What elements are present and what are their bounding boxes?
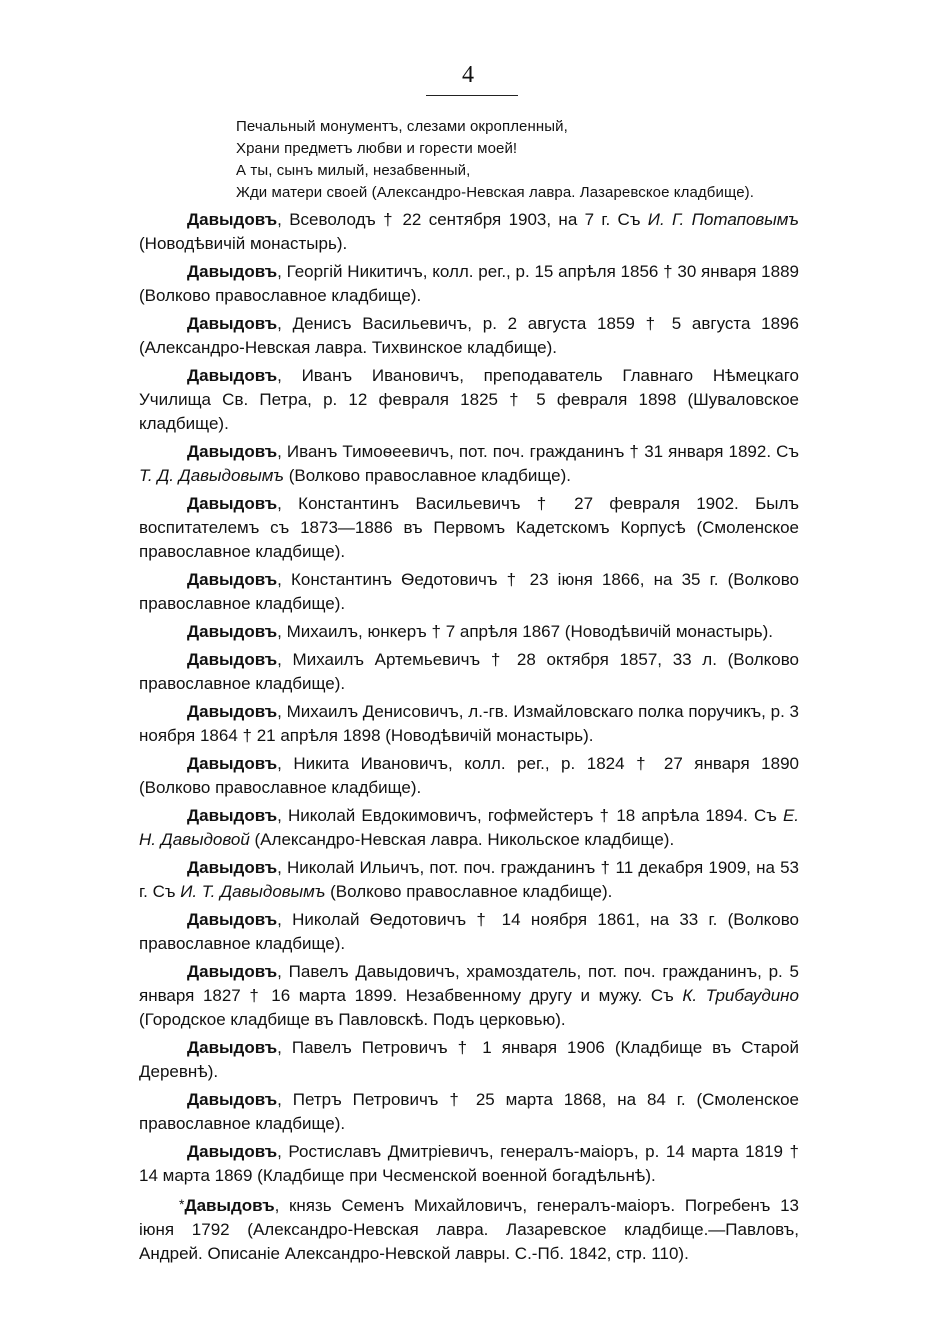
entry-rostislav xyxy=(139,1140,799,1192)
surname: Давыдовъ xyxy=(187,262,278,281)
page-number-rule xyxy=(426,95,518,96)
entry-konstantin-fedotovich xyxy=(139,568,799,620)
surname: Давыдовъ xyxy=(187,806,278,825)
entry-text: , Николай Ѳедотовичъ † 14 ноября 1861, на 33 г. (Волково православное кладбище). xyxy=(139,910,799,953)
entry-text: , Павелъ Петровичъ † 1 января 1906 (Кладбище въ Старой Деревнѣ). xyxy=(139,1038,799,1081)
entry-text: , Петръ Петровичъ † 25 марта 1868, на 84 г. (Смоленское православное кладбище). xyxy=(139,1090,799,1133)
spouse-name: К. Трибаудино xyxy=(682,986,799,1005)
entry-text: , Михаилъ Артемьевичъ † 28 октября 1857, 33 л. (Волково православное кладбище). xyxy=(139,650,799,693)
entry-text-tail: (Волково православное кладбище). xyxy=(325,882,613,901)
entry-text-tail: (Городское кладбище въ Павловскѣ. Подъ церковью). xyxy=(139,1010,566,1029)
epitaph-line: Храни предметъ любви и горести моей! xyxy=(236,140,518,157)
entry-text: , Константинъ Васильевичъ † 27 февраля 1902. Былъ воспитателемъ съ 1873—1886 въ Первомъ Кадетскомъ Корпусѣ (Смоленское православное кладбище). xyxy=(139,494,799,561)
entry-text: , Иванъ Тимоѳеевичъ, пот. поч. гражданинъ † 31 января 1892. Съ xyxy=(277,442,799,461)
entry-mikhail-denisovich xyxy=(139,700,799,752)
entry-pavel-petrovich xyxy=(139,1036,799,1088)
surname: Давыдовъ xyxy=(187,858,278,877)
entry-nikolay-fedotovich xyxy=(139,908,799,960)
entry-vsevolod xyxy=(139,208,799,260)
entry-nikolay-evdokimovich xyxy=(139,804,799,856)
entry-text: , князь Семенъ Михайловичъ, генералъ-маіоръ. Погребенъ 13 іюня 1792 (Александро-Невская лавра. Лазаревское кладбище.—Павловъ, Андрей. Описаніе Александро-Невской лавры. С.-Пб. 1842, стр. 110). xyxy=(139,1196,799,1263)
entry-mikhail-artemevich xyxy=(139,648,799,700)
epitaph-line: Жди матери своей (Александро-Невская лавра. Лазаревское кладбище). xyxy=(236,184,755,201)
entry-nikolay-ilich xyxy=(139,856,799,908)
entry-ivan-timofeevich xyxy=(139,440,799,492)
entry-text-tail: (Александро-Невская лавра. Никольское кладбище). xyxy=(249,830,675,849)
surname: Давыдовъ xyxy=(187,622,278,641)
entry-text: , Константинъ Ѳедотовичъ † 23 іюня 1866, на 35 г. (Волково православное кладбище). xyxy=(139,570,799,613)
entry-text: , Павелъ Давыдовичъ, храмоздатель, пот. поч. гражданинъ, р. 5 января 1827 † 16 марта 1899. Незабвенному другу и мужу. Съ xyxy=(139,962,799,1005)
entry-text-tail: (Новодѣвичій монастырь). xyxy=(139,234,348,253)
epitaph-verse xyxy=(236,116,836,204)
asterisk-mark: * xyxy=(179,1196,185,1212)
epitaph-line: А ты, сынъ милый, незабвенный, xyxy=(236,162,471,179)
page-number: 4 xyxy=(462,62,474,88)
entry-text: , Михаилъ, юнкеръ † 7 апрѣля 1867 (Новодѣвичій монастырь). xyxy=(277,622,774,641)
surname: Давыдовъ xyxy=(187,702,278,721)
burial-entries xyxy=(139,208,799,1270)
entry-text: , Никита Ивановичъ, колл. рег., р. 1824 † 27 января 1890 (Волково православное кладбище). xyxy=(139,754,799,797)
entry-text: , Всеволодъ † 22 сентября 1903, на 7 г. Съ xyxy=(277,210,648,229)
entry-petr-petrovich xyxy=(139,1088,799,1140)
spouse-name: И. Т. Давыдовымъ xyxy=(180,882,326,901)
surname: Давыдовъ xyxy=(187,1090,278,1109)
entry-text: , Николай Ильичъ, пот. поч. гражданинъ † 11 декабря 1909, на 53 г. Съ xyxy=(139,858,799,901)
surname: Давыдовъ xyxy=(187,366,278,385)
entry-text: , Николай Евдокимовичъ, гофмейстеръ † 18 апрѣла 1894. Съ xyxy=(277,806,783,825)
entry-georgiy xyxy=(139,260,799,312)
entry-text: , Иванъ Ивановичъ, преподаватель Главнаго Нѣмецкаго Училища Св. Петра, р. 12 февраля 1825 † 5 февраля 1898 (Шуваловское кладбище). xyxy=(139,366,799,433)
entry-text-tail: (Волково православное кладбище). xyxy=(284,466,571,485)
entry-text: , Денисъ Васильевичъ, р. 2 августа 1859 † 5 августа 1896 (Александро-Невская лавра. Тихвинское кладбище). xyxy=(139,314,799,357)
surname: Давыдовъ xyxy=(187,494,278,513)
surname: Давыдовъ xyxy=(184,1196,275,1215)
entry-text: , Георгій Никитичъ, колл. рег., р. 15 апрѣля 1856 † 30 января 1889 (Волково православное кладбище). xyxy=(139,262,799,305)
entry-nikita xyxy=(139,752,799,804)
surname: Давыдовъ xyxy=(187,1142,278,1161)
spouse-name: И. Г. Потаповымъ xyxy=(647,210,799,229)
spouse-name: Е. Н. Давыдовой xyxy=(139,806,799,849)
surname: Давыдовъ xyxy=(187,570,278,589)
surname: Давыдовъ xyxy=(187,650,278,669)
surname: Давыдовъ xyxy=(187,314,278,333)
entry-denis xyxy=(139,312,799,364)
entry-semen-footnote xyxy=(139,1192,799,1270)
entry-mikhail-yunker xyxy=(139,620,799,648)
entry-pavel-davydovich xyxy=(139,960,799,1036)
spouse-name: Т. Д. Давыдовымъ xyxy=(139,466,284,485)
surname: Давыдовъ xyxy=(187,962,278,981)
entry-konstantin-vasilevich xyxy=(139,492,799,568)
surname: Давыдовъ xyxy=(187,754,278,773)
entry-ivan-ivanovich xyxy=(139,364,799,440)
entry-text: , Михаилъ Денисовичъ, л.-гв. Измайловскаго полка поручикъ, р. 3 ноября 1864 † 21 апрѣля 1898 (Новодѣвичій монастырь). xyxy=(139,702,799,745)
entry-text: , Ростиславъ Дмитріевичъ, генералъ-маіоръ, р. 14 марта 1819 † 14 марта 1869 (Кладбище при Чесменской военной богадѣльнѣ). xyxy=(139,1142,799,1185)
surname: Давыдовъ xyxy=(187,1038,278,1057)
surname: Давыдовъ xyxy=(187,442,278,461)
surname: Давыдовъ xyxy=(187,210,278,229)
surname: Давыдовъ xyxy=(187,910,278,929)
epitaph-line: Печальный монументъ, слезами окропленный, xyxy=(236,118,568,135)
